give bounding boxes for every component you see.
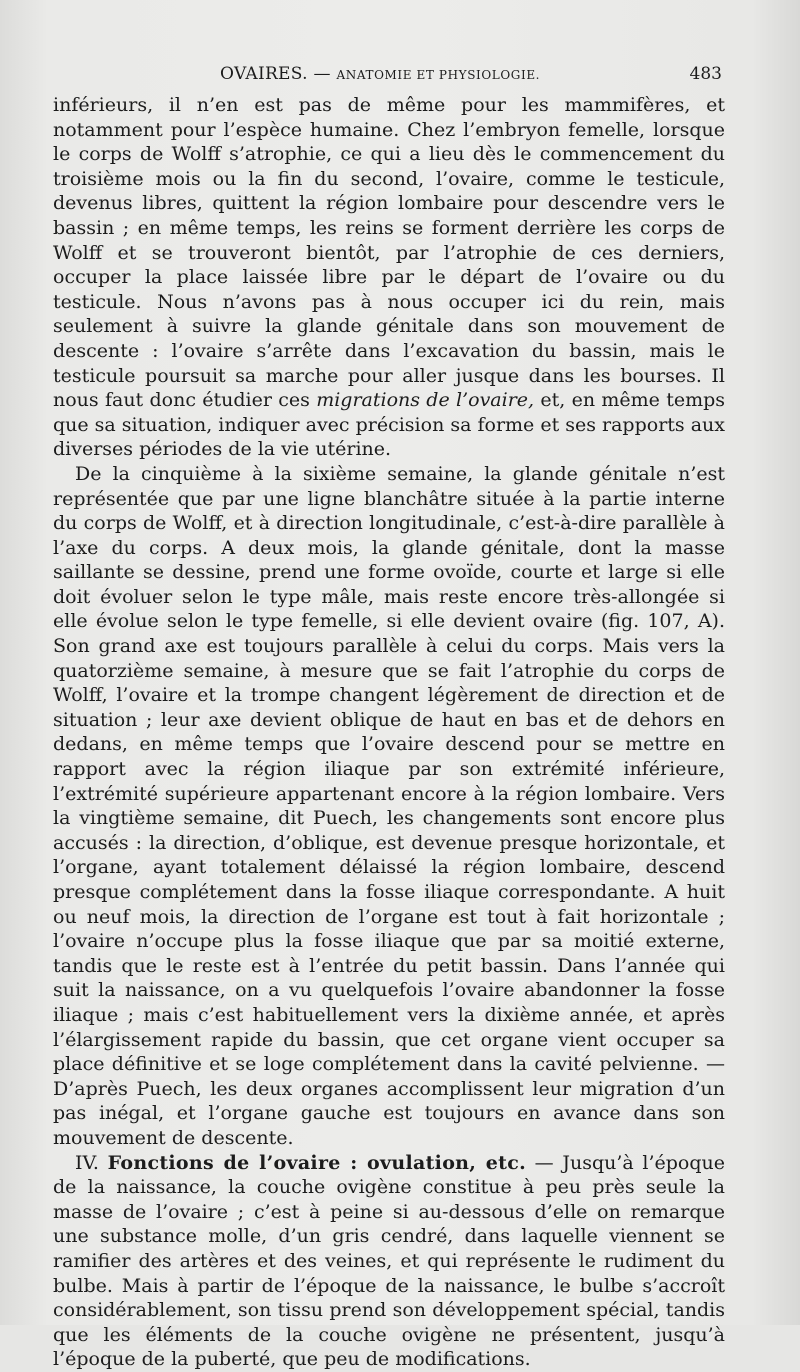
paragraph-1-italic: migrations de l’ovaire, [316, 389, 535, 412]
running-header [56, 64, 722, 90]
section-heading: Fonctions de l’ovaire : ovulation, etc. [107, 1151, 526, 1174]
header-title-dash: — [307, 64, 337, 84]
header-title-sub: ANATOMIE ET PHYSIOLOGIE. [336, 68, 541, 82]
paragraph-1-post: et, en même temps que sa situation, indiquer avec précision sa forme et ses rapports aux diverses périodes de la vie utérine. [53, 389, 726, 461]
paragraph-1-pre: inférieurs, il n’en est pas de même pour les mammifères, et notamment pour l’espèce humaine. Chez l’embryon femelle, lorsque le corps de Wolff s’atrophie, ce qui a lieu dès le commencement du troisième mois ou la fin du second, l’ovaire, comme le testicule, devenus libres, quittent la région lombaire pour descendre vers le bassin ; en même temps, les reins se forment derrière les corps de Wolff et se trouveront bientôt, par l’atrophie de ces derniers, occuper la place laissée libre par le départ de l’ovaire ou du testicule. Nous n’avons pas à nous occuper ici du rein, mais seulement à suivre la glande génitale dans son mouvement de descente : l’ovaire s’arrête dans l’excavation du bassin, mais le testicule poursuit sa marche pour aller jusque dans les bourses. Il nous faut donc étudier ces [53, 94, 725, 412]
header-title-main: OVAIRES. [220, 64, 308, 84]
paragraph-3 [53, 1151, 725, 1372]
paragraph-1 [53, 93, 725, 462]
paragraph-3-text: — Jusqu’à l’époque de la naissance, la couche ovigène constitue à peu près seule la masse de l’ovaire ; c’est à peine si au-dessous d’elle on remarque une substance molle, d’un gris cendré, dans laquelle viennent se ramifier des artères et des veines, et qui représente le rudiment du bulbe. Mais à partir de l’époque de la naissance, le bulbe s’accroît considérablement, son tissu prend son développement spécial, tandis que les éléments de la couche ovigène ne présentent, jusqu’à l’époque de la puberté, que peu de modifications. [53, 1151, 725, 1371]
page-number: 483 [689, 64, 722, 84]
header-title [220, 64, 540, 84]
paragraph-2: De la cinquième à la sixième semaine, la glande génitale n’est représentée que par une ligne blanchâtre située à la partie interne du corps de Wolff, et à direction longitudinale, c’est-à-dire parallèle à l’axe du corps. A deux mois, la glande génitale, dont la masse saillante se dessine, prend une forme ovoïde, courte et large si elle doit évoluer selon le type mâle, mais reste encore très-allongée si elle évolue selon le type femelle, si elle devient ovaire (fig. 107, A). Son grand axe est toujours parallèle à celui du corps. Mais vers la quatorzième semaine, à mesure que se fait l’atrophie du corps de Wolff, l’ovaire et la trompe changent légèrement de direction et de situation ; leur axe devient oblique de haut en bas et de dehors en dedans, en même temps que l’ovaire descend pour se mettre en rapport avec la région iliaque par son extrémité inférieure, l’extrémité supérieure appartenant encore à la région lombaire. Vers la vingtième semaine, dit Puech, les changements sont encore plus accusés : la direction, d’oblique, est devenue presque horizontale, et l’organe, ayant totalement délaissé la région lombaire, descend presque complétement dans la fosse iliaque correspondante. A huit ou neuf mois, la direction de l’organe est tout à fait horizontale ; l’ovaire n’occupe plus la fosse iliaque que par sa moitié externe, tandis que le reste est à l’entrée du petit bassin. Dans l’année qui suit la naissance, on a vu quelquefois l’ovaire abandonner la fosse iliaque ; mais c’est habituellement vers la dixième année, et après l’élargissement rapide du bassin, que cet organe vient occuper sa place définitive et se loge complétement dans la cavité pelvienne. — D’après Puech, les deux organes accomplissent leur migration d’un pas inégal, et l’organe gauche est toujours en avance dans son mouvement de descente. [53, 462, 725, 1149]
body-text [53, 93, 725, 1372]
section-number: IV. [75, 1151, 99, 1174]
